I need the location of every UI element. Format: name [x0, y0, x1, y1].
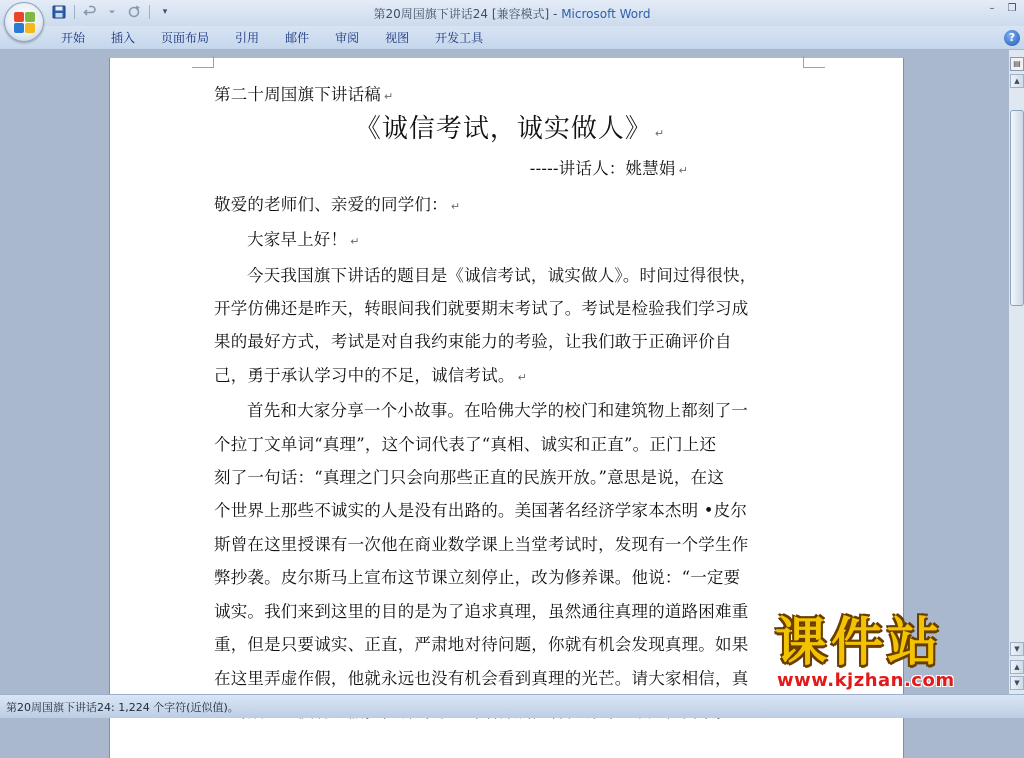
minimize-button[interactable]: –	[989, 3, 995, 14]
doc-line: 个世界上那些不诚实的人是没有出路的。美国著名经济学家本杰明 •皮尔	[214, 501, 748, 521]
app-name: Microsoft Word	[561, 7, 651, 21]
paragraph-mark-icon: ↵	[654, 127, 666, 141]
paragraph-mark-icon: ↵	[678, 164, 688, 178]
ribbon-tab-bar	[0, 26, 1024, 50]
watermark-brand-text: 课件站	[775, 613, 944, 673]
doc-greeting: 敬爱的老师们、亲爱的同学们： ↵	[214, 194, 461, 214]
tab-page-layout[interactable]: 页面布局	[161, 31, 210, 45]
paragraph-mark-icon: ↵	[517, 370, 528, 384]
paragraph-mark-icon: ↵	[350, 235, 360, 249]
tab-mailings[interactable]: 邮件	[285, 31, 310, 45]
doc-line: 果的最好方式，考试是对自我约束能力的考验，让我们敢于正确评价自	[214, 332, 732, 352]
scroll-up-button[interactable]: ▲	[1010, 74, 1024, 88]
doc-speaker: -----讲话人：姚慧娟 ↵	[529, 159, 688, 179]
doc-line: 弊抄袭。皮尔斯马上宣布这节课立刻停止，改为修养课。他说：“一定要	[214, 568, 741, 588]
paragraph-mark-icon: ↵	[450, 199, 461, 213]
title-bar	[0, 0, 1024, 26]
window-title	[0, 5, 1024, 22]
word-count-status[interactable]: 第20周国旗下讲话24: 1,224 个字符(近似值)。	[6, 701, 239, 714]
office-button[interactable]	[4, 2, 44, 42]
vertical-scrollbar[interactable]	[1008, 50, 1024, 694]
tab-home[interactable]: 开始	[61, 31, 86, 45]
ribbon-tabs	[48, 26, 496, 50]
watermark-logo	[775, 614, 1007, 694]
doc-line: 个拉丁文单词“真理”，这个词代表了“真相、诚实和正直”。正门上还	[214, 434, 717, 454]
watermark-url-text: www.kjzhan.com	[777, 670, 955, 691]
document-workspace	[0, 50, 1008, 694]
margin-corner-mark	[192, 56, 214, 68]
paragraph-mark-icon: ↵	[384, 90, 394, 103]
doc-line: 开学仿佛还是昨天，转眼间我们就要期末考试了。考试是检验我们学习成	[214, 299, 749, 319]
tab-references[interactable]: 引用	[235, 31, 260, 45]
help-button[interactable]: ?	[1004, 30, 1020, 46]
restore-button[interactable]: ❐	[1007, 3, 1017, 14]
doc-line: 首先和大家分享一个小故事。在哈佛大学的校门和建筑物上都刻了一	[247, 401, 748, 421]
doc-line: 重，但是只要诚实、正直，严肃地对待问题，你就有机会发现真理。如果	[214, 635, 749, 655]
doc-line: 斯曾在这里授课有一次他在商业数学课上当堂考试时，发现有一个学生作	[214, 534, 749, 554]
tab-review[interactable]: 审阅	[335, 31, 360, 45]
doc-line: 诚实。我们来到这里的目的是为了追求真理，虽然通往真理的道路困难重	[214, 601, 749, 621]
tab-insert[interactable]: 插入	[111, 31, 136, 45]
scroll-down-button[interactable]: ▼	[1010, 642, 1024, 656]
doc-line: 在这里弄虚作假，他就永远也没有机会看到真理的光芒。请大家相信，真	[214, 668, 749, 688]
margin-corner-mark	[803, 56, 825, 68]
tab-developer[interactable]: 开发工具	[435, 31, 484, 45]
status-bar	[0, 694, 1024, 718]
tab-view[interactable]: 视图	[385, 31, 410, 45]
window-controls	[984, 2, 1020, 16]
document-body[interactable]	[214, 78, 806, 728]
doc-title: 《诚信考试，诚实做人》 ↵	[354, 114, 666, 145]
view-ruler-icon[interactable]: ▤	[1010, 57, 1024, 71]
next-page-button[interactable]: ▼	[1010, 676, 1024, 690]
customize-qat-button[interactable]: ▾	[162, 7, 168, 17]
doc-subtitle: 第二十周国旗下讲话稿 ↵	[214, 85, 394, 104]
doc-line: 今天我国旗下讲话的题目是《诚信考试，诚实做人》。时间过得很快，	[247, 265, 757, 285]
doc-line: 己，勇于承认学习中的不足，诚信考试。 ↵	[214, 365, 528, 385]
scroll-thumb[interactable]	[1010, 110, 1024, 306]
doc-line: 刻了一句话：“真理之门只会向那些正直的民族开放。”意思是说，在这	[214, 468, 725, 488]
previous-page-button[interactable]: ▲	[1010, 660, 1024, 674]
doc-line: 大家早上好！ ↵	[247, 230, 360, 250]
office-logo-icon	[14, 12, 36, 34]
document-title: 第20周国旗下讲话24 [兼容模式] -	[373, 7, 562, 21]
